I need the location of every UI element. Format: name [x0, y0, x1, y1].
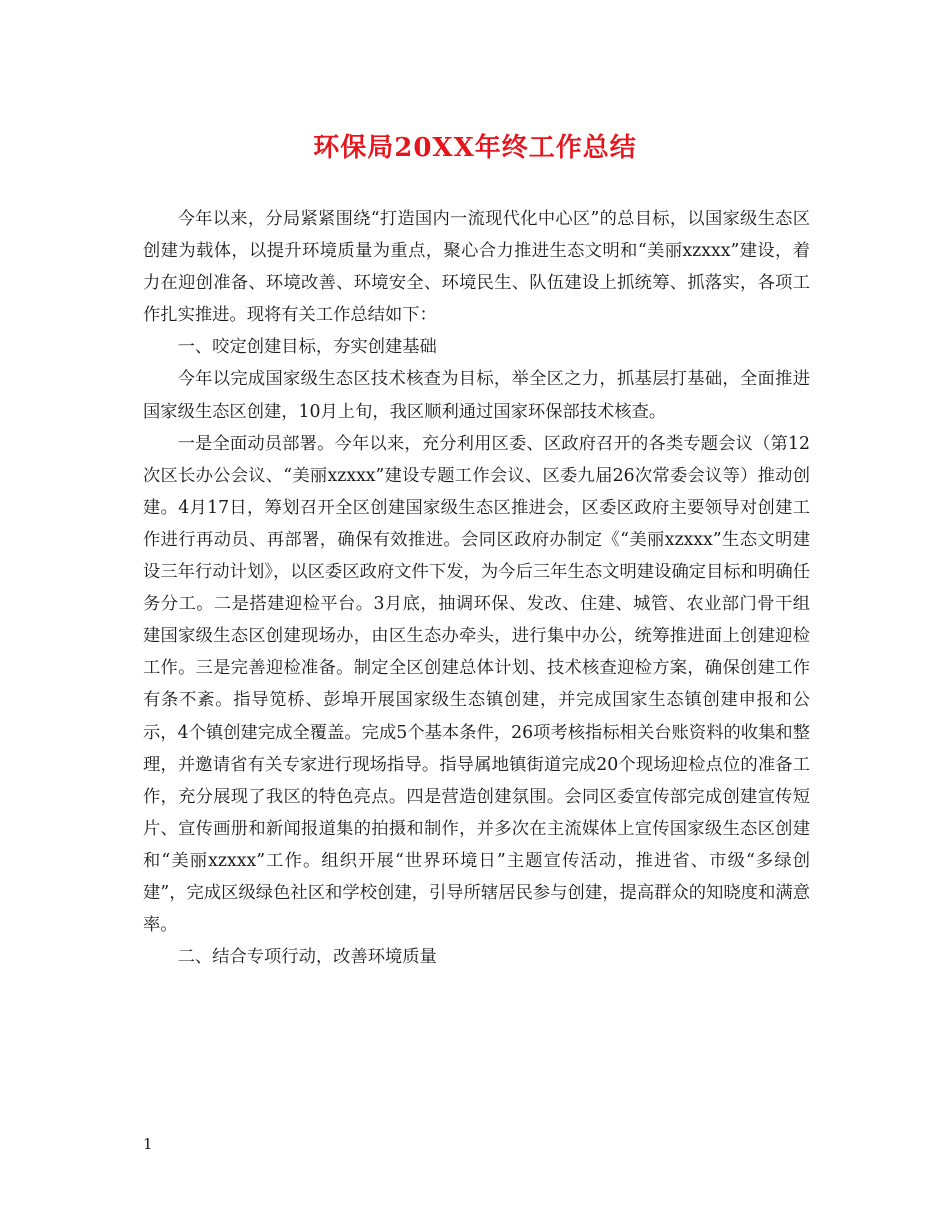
intro-paragraph: 今年以来，分局紧紧围绕“打造国内一流现代化中心区”的总目标，以国家级生态区创建为载体，以提升环境质量为重点，聚心合力推进生态文明和“美丽xzxxx”建设，着力在迎创准备、环境改善、环境安全、环境民生、队伍建设上抓统筹、抓落实，各项工作扎实推进。现将有关工作总结如下：	[143, 209, 810, 326]
document-body	[143, 203, 810, 973]
body-paragraph: 今年以完成国家级生态区技术核查为目标，举全区之力，抓基层打基础，全面推进国家级生态区创建，10月上旬，我区顺利通过国家环保部技术核查。	[143, 369, 810, 422]
section-heading-2: 二、结合专项行动，改善环境质量	[177, 947, 437, 968]
document-title: 环保局20XX年终工作总结	[313, 133, 637, 163]
section-heading-1: 一、咬定创建目标，夯实创建基础	[177, 337, 437, 358]
page-number: 1	[143, 1135, 153, 1153]
body-paragraph: 一是全面动员部署。今年以来，充分利用区委、区政府召开的各类专题会议（第12次区长办公会议、“美丽xzxxx”建设专题工作会议、区委九届26次常委会议等）推动创建。4月17日，筹划召开全区创建国家级生态区推进会，区委区政府主要领导对创建工作进行再动员、再部署，确保有效推进。会同区政府办制定《“美丽xzxxx”生态文明建设三年行动计划》，以区委区政府文件下发，为今后三年生态文明建设确定目标和明确任务分工。二是搭建迎检平台。3月底，抽调环保、发改、住建、城管、农业部门骨干组建国家级生态区创建现场办，由区生态办牵头，进行集中办公，统筹推进面上创建迎检工作。三是完善迎检准备。制定全区创建总体计划、技术核查迎检方案，确保创建工作有条不紊。指导笕桥、彭埠开展国家级生态镇创建，并完成国家生态镇创建申报和公示，4个镇创建完成全覆盖。完成5个基本条件，26项考核指标相关台账资料的收集和整理，并邀请省有关专家进行现场指导。指导属地镇街道完成20个现场迎检点位的准备工作，充分展现了我区的特色亮点。四是营造创建氛围。会同区委宣传部完成创建宣传短片、宣传画册和新闻报道集的拍摄和制作，并多次在主流媒体上宣传国家级生态区创建和“美丽xzxxx”工作。组织开展“世界环境日”主题宣传活动，推进省、市级“多绿创建”，完成区级绿色社区和学校创建，引导所辖居民参与创建，提高群众的知晓度和满意率。	[143, 433, 810, 936]
